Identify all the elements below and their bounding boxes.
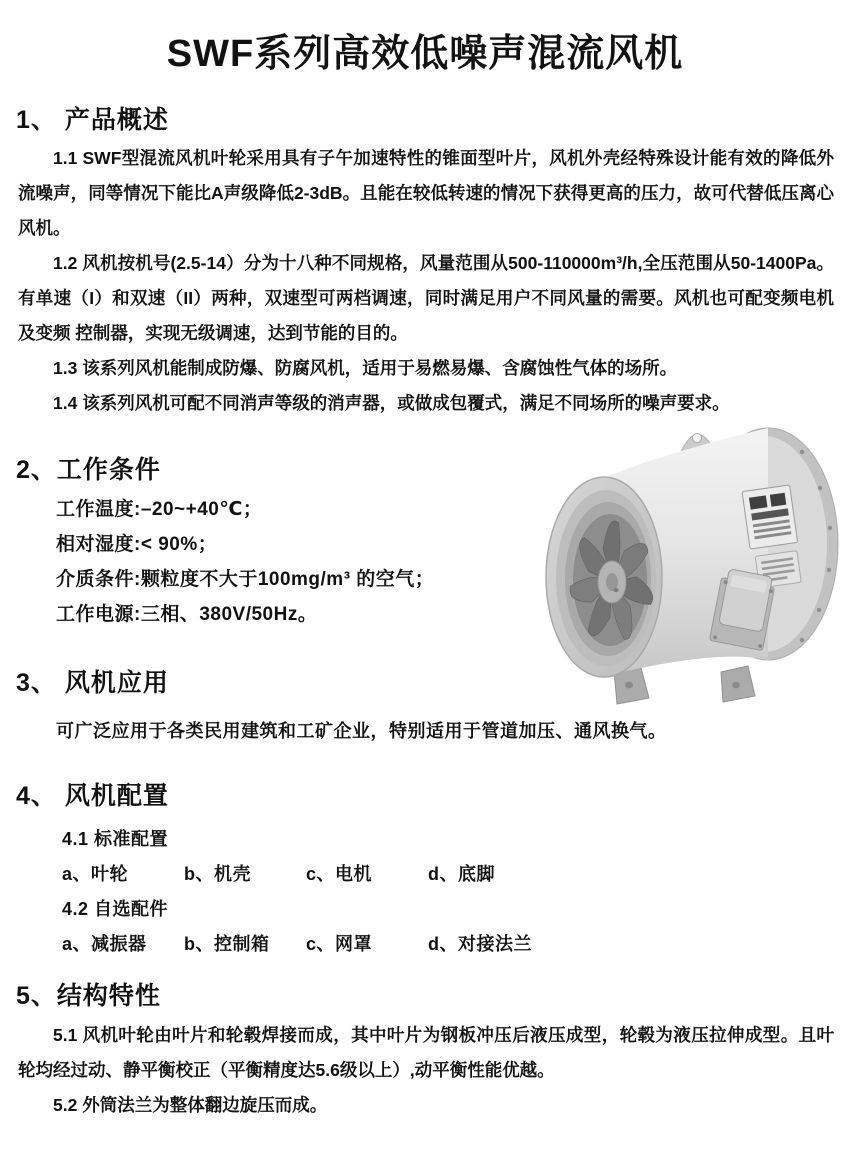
paragraph-1-4: 1.4 该系列风机可配不同消声等级的消声器，或做成包覆式，满足不同场所的噪声要求。: [53, 393, 730, 413]
standard-config-item: c、电机: [306, 864, 373, 884]
condition-item-humidity: 相对湿度:< 90%；: [56, 534, 218, 555]
optional-config-item: a、减振器: [62, 934, 147, 954]
standard-config-row: [62, 857, 662, 892]
subsection-4-2-heading: 4.2 自选配件: [62, 899, 169, 919]
standard-config-item: b、机壳: [184, 864, 251, 884]
section-5-heading: 5、结构特性: [16, 982, 161, 1010]
fan-product-photo: [516, 414, 846, 706]
fan-mounting-foot: [614, 664, 755, 704]
working-conditions-list: [56, 492, 434, 632]
optional-config-item: c、网罩: [306, 934, 373, 954]
paragraph-1-3: 1.3 该系列风机能制成防爆、防腐风机，适用于易燃易爆、含腐蚀性气体的场所。: [53, 358, 678, 378]
section-3-heading: 3、 风机应用: [16, 669, 169, 697]
section-1-body: [18, 141, 834, 421]
condition-item-medium: 介质条件:颗粒度不大于100mg/m³ 的空气；: [56, 569, 435, 590]
condition-item-power: 工作电源:三相、380V/50Hz。: [56, 604, 318, 625]
section-4-heading: 4、 风机配置: [16, 782, 169, 810]
condition-item-temperature: 工作温度:–20~+40℃；: [56, 499, 263, 520]
optional-config-item: b、控制箱: [184, 934, 270, 954]
paragraph-5-2: 5.2 外筒法兰为整体翻边旋压而成。: [53, 1095, 328, 1115]
section-5-body: [18, 1018, 834, 1123]
section-2-heading: 2、工作条件: [16, 456, 161, 484]
optional-config-item: d、对接法兰: [428, 934, 532, 954]
paragraph-1-2: 1.2 风机按机号(2.5-14）分为十八种不同规格，风量范围从500-110000m³/h,全压范围从50-1400Pa。有单速（I）和双速（II）两种，双速型可两档调速，同时满足用户不同风量的需要。风机也可配变频电机及变频 控制器，实现无级调速，达到节能的目的。: [18, 253, 834, 343]
section-4-body: [62, 822, 662, 962]
paragraph-1-1: 1.1 SWF型混流风机叶轮采用具有子午加速特性的锥面型叶片，风机外壳经特殊设计能有效的降低外流噪声，同等情况下能比A声级降低2-3dB。且能在较低转速的情况下获得更高的压力，故可代替低压离心风机。: [18, 148, 834, 238]
paragraph-5-1: 5.1 风机叶轮由叶片和轮毂焊接而成，其中叶片为钢板冲压后液压成型，轮毂为液压拉伸成型。且叶轮均经过动、静平衡校正（平衡精度达5.6级以上）,动平衡性能优越。: [18, 1025, 834, 1080]
subsection-4-1-heading: 4.1 标准配置: [62, 829, 169, 849]
section-1-heading: 1、 产品概述: [16, 106, 169, 134]
standard-config-item: a、叶轮: [62, 864, 129, 884]
standard-config-item: d、底脚: [428, 864, 495, 884]
page-title: SWF系列高效低噪声混流风机: [166, 33, 684, 75]
optional-config-row: [62, 927, 662, 962]
section-3-paragraph: 可广泛应用于各类民用建筑和工矿企业，特别适用于管道加压、通风换气。: [56, 721, 667, 741]
